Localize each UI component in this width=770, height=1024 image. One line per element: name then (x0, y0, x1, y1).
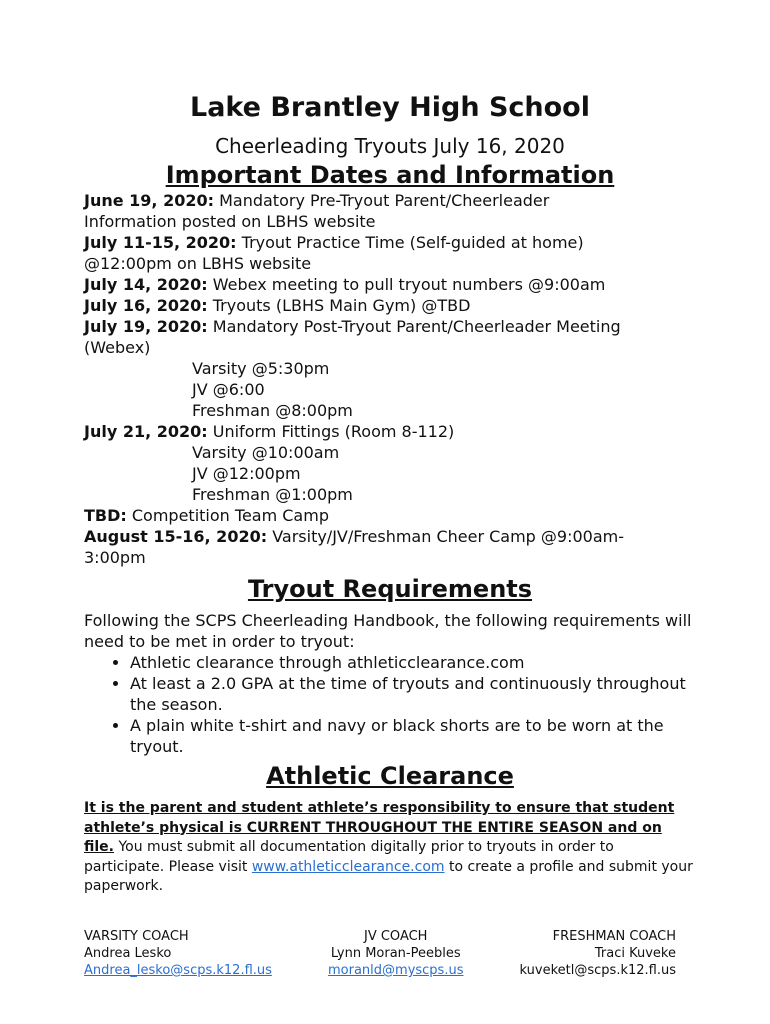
coach-name: Lynn Moran-Peebles (330, 946, 461, 961)
date-label: July 11-15, 2020: (84, 233, 237, 252)
date-description: Tryout Practice Time (Self-guided at home) (236, 233, 584, 252)
clearance-text: You must submit all documentation digitally prior to tryouts in order to participate. Please visit (84, 839, 614, 875)
date-description: Webex meeting to pull tryout numbers @9:00am (207, 275, 606, 294)
date-description: Uniform Fittings (Room 8-112) (207, 422, 455, 441)
date-label: July 21, 2020: (84, 422, 208, 441)
date-entry (84, 421, 696, 442)
requirements-heading: Tryout Requirements (247, 575, 533, 603)
date-label: July 14, 2020: (84, 275, 208, 294)
requirement-item: • Athletic clearance through athleticclearance.com (130, 652, 696, 673)
date-description: Varsity/JV/Freshman Cheer Camp @9:00am- (267, 527, 625, 546)
date-description: Mandatory Pre-Tryout Parent/Cheerleader (214, 191, 550, 210)
dates-heading: Important Dates and Information (165, 161, 615, 189)
clearance-bold-text: It is the parent and student athlete’s responsibility to ensure that student athlete’s physical is CURRENT THROUGHOUT THE ENTIRE SEASON and on file. (84, 800, 675, 855)
date-entry (84, 190, 696, 211)
athletic-clearance-link[interactable]: www.athleticclearance.com (251, 858, 445, 875)
date-label: June 19, 2020: (84, 191, 214, 210)
schedule-subitem: JV @6:00 (192, 380, 265, 399)
schedule-subitem: JV @12:00pm (192, 464, 301, 483)
date-entry (84, 505, 696, 526)
coach-title: JV COACH (364, 929, 428, 944)
requirement-item: • At least a 2.0 GPA at the time of tryouts and continuously throughout the season. (130, 673, 696, 715)
schedule-subitem: Freshman @1:00pm (192, 485, 353, 504)
date-description: Mandatory Post-Tryout Parent/Cheerleader Meeting (207, 317, 621, 336)
coaches-row (84, 928, 676, 979)
date-description: Competition Team Camp (126, 506, 329, 525)
date-entry-continued: Information posted on LBHS website (84, 212, 376, 231)
date-entry (84, 526, 696, 547)
date-entry-continued: (Webex) (84, 338, 151, 357)
schedule-subitem: Varsity @5:30pm (192, 359, 330, 378)
date-label: TBD: (84, 506, 127, 525)
clearance-paragraph (84, 799, 696, 897)
date-entry-continued: @12:00pm on LBHS website (84, 254, 312, 273)
jv-coach (328, 928, 463, 979)
date-entry (84, 316, 696, 337)
dates-list (84, 190, 696, 568)
tryout-subtitle: Cheerleading Tryouts July 16, 2020 (215, 134, 565, 158)
clearance-heading: Athletic Clearance (266, 762, 514, 790)
coach-email-link[interactable]: Andrea_lesko@scps.k12.fl.us (84, 963, 272, 978)
coach-name: Traci Kuveke (594, 946, 676, 961)
coach-email: kuveketl@scps.k12.fl.us (519, 963, 676, 978)
date-entry (84, 274, 696, 295)
coach-title: FRESHMAN COACH (552, 929, 676, 944)
clearance-text-end: to create a profile and submit your paperwork. (84, 858, 693, 894)
date-entry-continued: 3:00pm (84, 548, 146, 567)
coach-title: VARSITY COACH (84, 929, 189, 944)
requirements-list (84, 652, 696, 757)
date-label: July 19, 2020: (84, 317, 208, 336)
coach-name: Andrea Lesko (84, 946, 172, 961)
date-entry (84, 232, 696, 253)
schedule-subitem: Freshman @8:00pm (192, 401, 353, 420)
date-label: July 16, 2020: (84, 296, 208, 315)
requirements-intro: Following the SCPS Cheerleading Handbook, the following requirements will need to be met in order to tryout: (84, 611, 692, 651)
school-title: Lake Brantley High School (189, 92, 590, 123)
varsity-coach (84, 928, 272, 979)
date-entry (84, 295, 696, 316)
date-description: Tryouts (LBHS Main Gym) @TBD (207, 296, 471, 315)
coach-email-link[interactable]: moranld@myscps.us (328, 963, 464, 978)
freshman-coach (520, 928, 676, 979)
document-page (84, 90, 696, 897)
date-label: August 15-16, 2020: (84, 527, 268, 546)
schedule-subitem: Varsity @10:00am (192, 443, 340, 462)
requirement-item: • A plain white t-shirt and navy or black shorts are to be worn at the tryout. (130, 715, 696, 757)
